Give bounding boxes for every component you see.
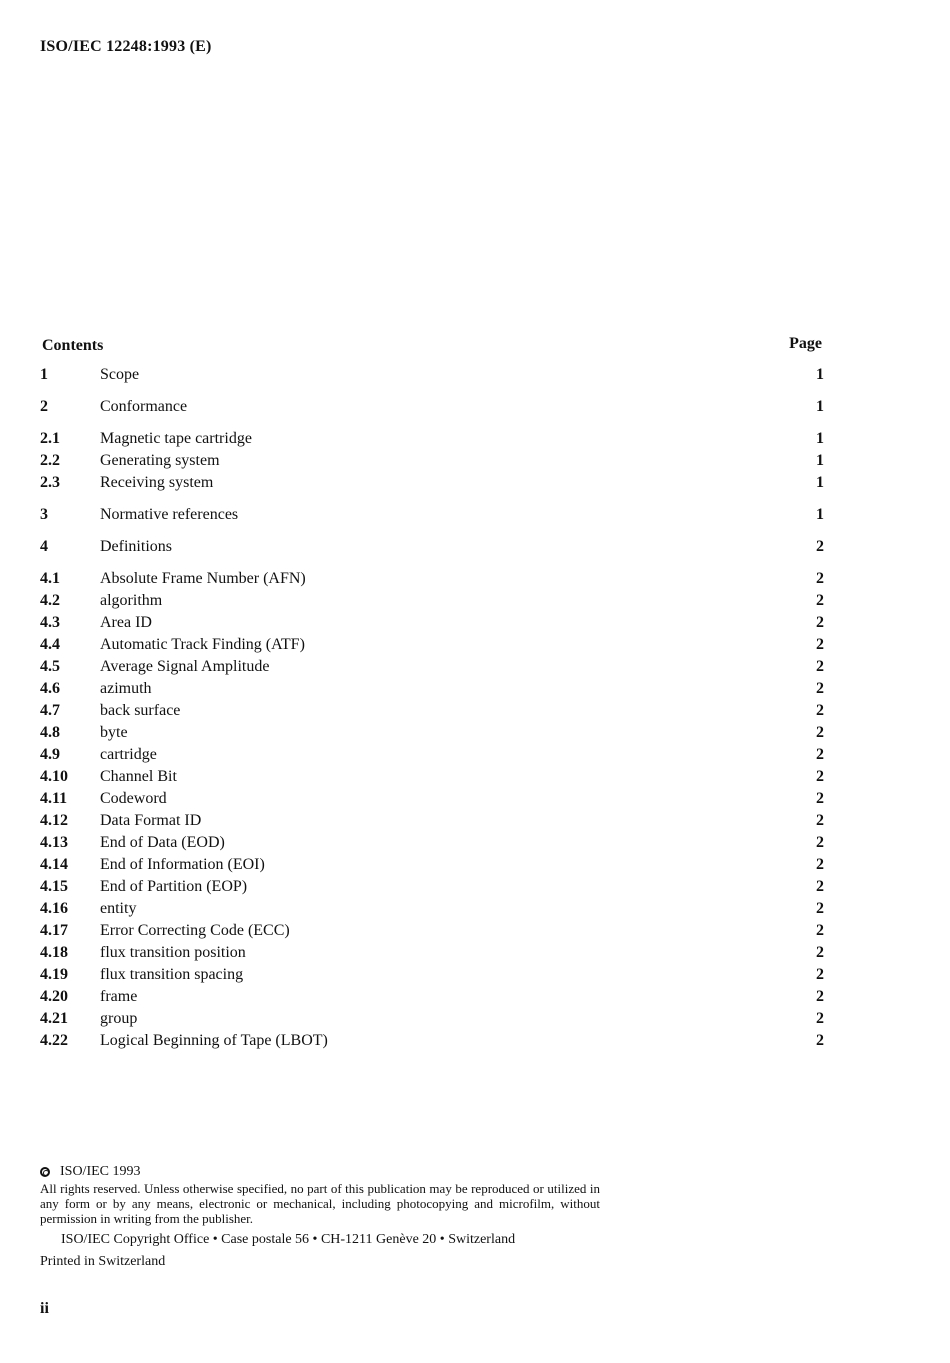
toc-entry xyxy=(40,922,824,944)
toc-entry-title: Average Signal Amplitude xyxy=(100,658,270,675)
toc-entry xyxy=(40,636,824,658)
toc-entry-page: 2 xyxy=(816,900,824,917)
toc-entry-number: 4.3 xyxy=(40,614,60,631)
toc-entry-page: 2 xyxy=(816,878,824,895)
toc-entry-number: 2 xyxy=(40,398,48,415)
toc-entry-page: 2 xyxy=(816,592,824,609)
toc-entry-page: 2 xyxy=(816,834,824,851)
toc-entry-title: Channel Bit xyxy=(100,768,177,785)
toc-entry-title: Generating system xyxy=(100,452,220,469)
toc-entry-page: 2 xyxy=(816,812,824,829)
toc-entry-page: 2 xyxy=(816,856,824,873)
toc-entry-title: algorithm xyxy=(100,592,163,609)
toc-entry xyxy=(40,1010,824,1032)
toc-entry xyxy=(40,702,824,724)
toc-entry xyxy=(40,944,824,966)
toc-entry-number: 4.10 xyxy=(40,768,68,785)
toc-entry-title: Magnetic tape cartridge xyxy=(100,430,252,447)
toc-entry-number: 4.14 xyxy=(40,856,68,873)
toc-entry-page: 1 xyxy=(816,452,824,469)
toc-entry-title: Conformance xyxy=(100,398,188,415)
toc-entry-title: flux transition spacing xyxy=(100,966,244,983)
toc-entry-page: 2 xyxy=(816,636,824,653)
toc-entry-page: 2 xyxy=(816,702,824,719)
toc-entry-page: 1 xyxy=(816,398,824,415)
document-id-header: ISO/IEC 12248:1993 (E) xyxy=(40,38,212,55)
printed-in: Printed in Switzerland xyxy=(40,1254,166,1269)
toc-entry-number: 4.11 xyxy=(40,790,68,807)
toc-entry xyxy=(40,724,824,746)
toc-entry-number: 4.2 xyxy=(40,592,60,609)
toc-entry xyxy=(40,966,824,988)
toc-entry-number: 4.22 xyxy=(40,1032,68,1049)
toc-entry-title: Scope xyxy=(100,366,140,383)
toc-entry-number: 4.19 xyxy=(40,966,68,983)
toc-entry xyxy=(40,614,824,636)
toc-entry-number: 4.12 xyxy=(40,812,68,829)
toc-entry-number: 3 xyxy=(40,506,48,523)
toc-entry-page: 2 xyxy=(816,768,824,785)
toc-entry-title: Definitions xyxy=(100,538,172,555)
toc-entry-page: 2 xyxy=(816,724,824,741)
toc-entry xyxy=(40,812,824,834)
toc-entry-page: 2 xyxy=(816,1032,824,1049)
toc-entry-title: Codeword xyxy=(100,790,167,807)
toc-entry-title: Error Correcting Code (ECC) xyxy=(100,922,290,939)
toc-entry xyxy=(40,398,824,420)
toc-entry-page: 1 xyxy=(816,474,824,491)
toc-entry-title: End of Information (EOI) xyxy=(100,856,265,873)
table-of-contents xyxy=(40,366,824,1054)
toc-entry-page: 1 xyxy=(816,506,824,523)
toc-entry-page: 2 xyxy=(816,658,824,675)
toc-entry xyxy=(40,506,824,528)
toc-entry-number: 4.21 xyxy=(40,1010,68,1027)
toc-entry-number: 4.9 xyxy=(40,746,60,763)
toc-entry xyxy=(40,768,824,790)
toc-entry xyxy=(40,452,824,474)
toc-entry-title: Logical Beginning of Tape (LBOT) xyxy=(100,1032,328,1049)
toc-entry-title: Absolute Frame Number (AFN) xyxy=(100,570,306,587)
toc-entry-number: 4.17 xyxy=(40,922,68,939)
toc-entry xyxy=(40,900,824,922)
toc-entry-title: Automatic Track Finding (ATF) xyxy=(100,636,305,653)
toc-entry-number: 4.6 xyxy=(40,680,60,697)
toc-entry xyxy=(40,570,824,592)
toc-entry xyxy=(40,680,824,702)
toc-entry-page: 1 xyxy=(816,430,824,447)
toc-entry xyxy=(40,1032,824,1054)
toc-entry-title: Data Format ID xyxy=(100,812,202,829)
toc-entry xyxy=(40,658,824,680)
toc-entry-title: Receiving system xyxy=(100,474,214,491)
toc-entry-page: 2 xyxy=(816,944,824,961)
toc-entry-title: byte xyxy=(100,724,128,741)
toc-entry xyxy=(40,856,824,878)
toc-entry-number: 4 xyxy=(40,538,48,555)
page-column-heading: Page xyxy=(789,335,822,352)
toc-entry-number: 2.3 xyxy=(40,474,60,491)
toc-entry-title: flux transition position xyxy=(100,944,246,961)
toc-entry-page: 2 xyxy=(816,988,824,1005)
toc-entry-number: 4.18 xyxy=(40,944,68,961)
toc-entry-number: 4.8 xyxy=(40,724,60,741)
toc-entry-page: 2 xyxy=(816,922,824,939)
toc-entry-number: 4.20 xyxy=(40,988,68,1005)
page-number: ii xyxy=(40,1300,49,1317)
toc-entry-page: 2 xyxy=(816,1010,824,1027)
toc-entry xyxy=(40,538,824,560)
copyright-line xyxy=(40,1164,600,1179)
toc-entry xyxy=(40,430,824,452)
toc-entry-number: 4.15 xyxy=(40,878,68,895)
toc-entry-title: Normative references xyxy=(100,506,239,523)
toc-entry-title: group xyxy=(100,1010,138,1027)
toc-entry xyxy=(40,746,824,768)
toc-entry xyxy=(40,834,824,856)
toc-entry-title: frame xyxy=(100,988,138,1005)
toc-entry-number: 4.5 xyxy=(40,658,60,675)
rights-statement: All rights reserved. Unless otherwise specified, no part of this publication may be reproduced or utilized in any form or by any means, electronic or mechanical, including photocopying and microfilm, without permission in writing from the publisher. xyxy=(40,1181,600,1226)
toc-entry-page: 2 xyxy=(816,614,824,631)
toc-entry-page: 2 xyxy=(816,790,824,807)
toc-entry-number: 4.13 xyxy=(40,834,68,851)
toc-entry-page: 2 xyxy=(816,570,824,587)
toc-entry xyxy=(40,366,824,388)
toc-entry xyxy=(40,790,824,812)
copyright-holder: ISO/IEC 1993 xyxy=(60,1164,141,1179)
toc-entry-title: azimuth xyxy=(100,680,152,697)
contents-heading: Contents xyxy=(42,337,104,354)
toc-entry-title: End of Data (EOD) xyxy=(100,834,225,851)
toc-entry-number: 2.1 xyxy=(40,430,60,447)
toc-entry-number: 4.7 xyxy=(40,702,60,719)
toc-entry-title: cartridge xyxy=(100,746,157,763)
toc-entry xyxy=(40,592,824,614)
copyright-office-address: ISO/IEC Copyright Office • Case postale 56 • CH-1211 Genève 20 • Switzerland xyxy=(61,1232,516,1247)
toc-entry-number: 4.16 xyxy=(40,900,68,917)
toc-entry-title: Area ID xyxy=(100,614,152,631)
copyright-notice xyxy=(40,1164,600,1269)
toc-entry-page: 1 xyxy=(816,366,824,383)
copyright-icon xyxy=(40,1167,50,1177)
toc-entry xyxy=(40,878,824,900)
toc-entry-page: 2 xyxy=(816,966,824,983)
toc-entry xyxy=(40,988,824,1010)
toc-entry-number: 1 xyxy=(40,366,48,383)
toc-entry-number: 4.1 xyxy=(40,570,60,587)
toc-entry-page: 2 xyxy=(816,680,824,697)
toc-entry-page: 2 xyxy=(816,538,824,555)
toc-entry-title: End of Partition (EOP) xyxy=(100,878,248,895)
toc-entry-number: 2.2 xyxy=(40,452,60,469)
toc-entry-title: entity xyxy=(100,900,137,917)
toc-entry xyxy=(40,474,824,496)
toc-entry-title: back surface xyxy=(100,702,181,719)
toc-entry-page: 2 xyxy=(816,746,824,763)
toc-entry-number: 4.4 xyxy=(40,636,60,653)
